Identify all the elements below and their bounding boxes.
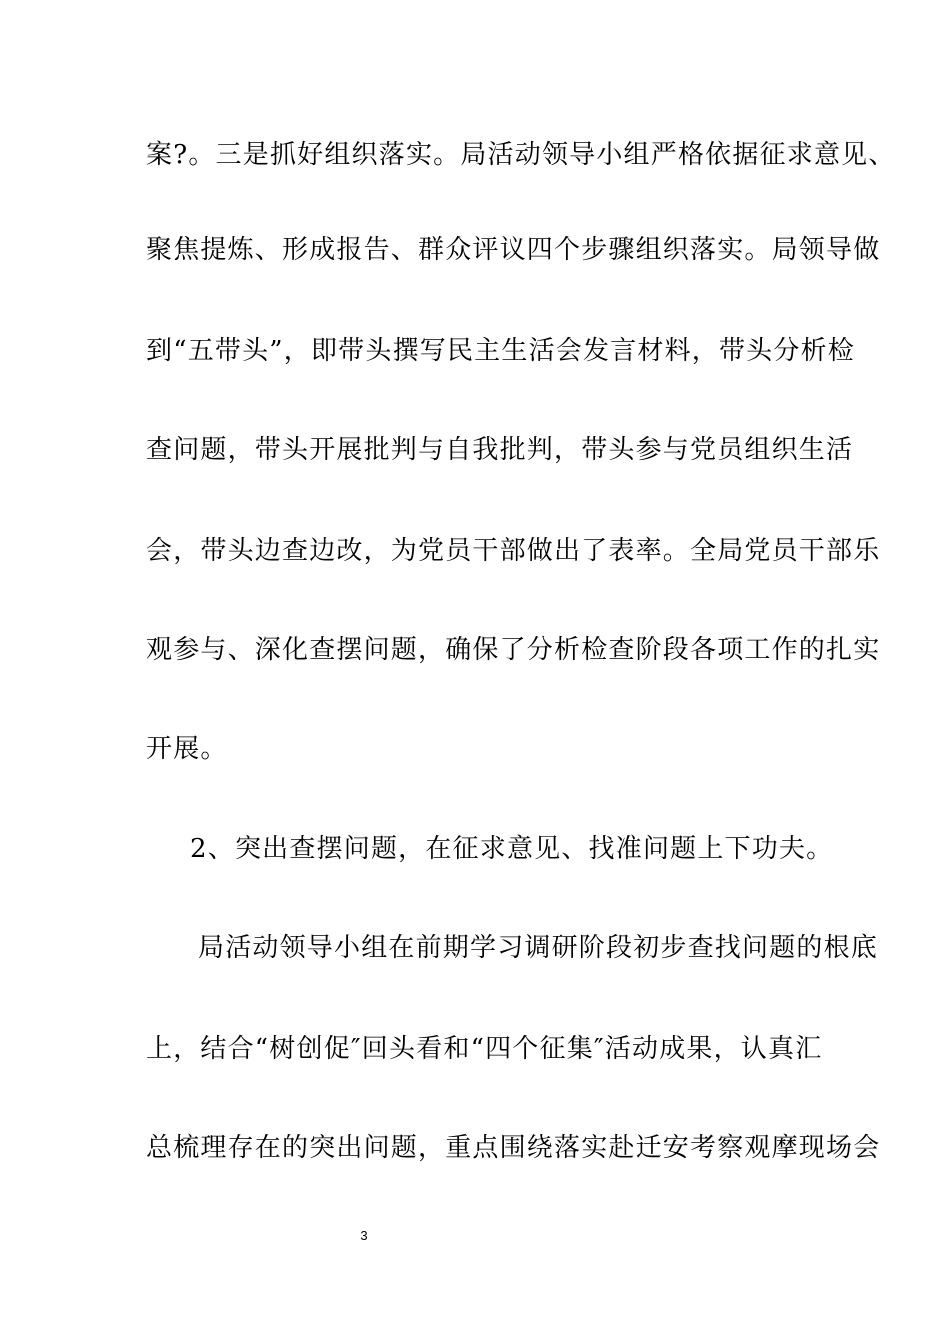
text-line-3: 到“五带头”，即带头撰写民主生活会发言材料，带头分析检 — [146, 336, 855, 366]
text-line-7: 开展。 — [146, 734, 228, 764]
text-line-6: 观参与、深化查摆问题，确保了分析检查阶段各项工作的扎实 — [146, 635, 881, 665]
text-line-5: 会，带头边查边改，为党员干部做出了表率。全局党员干部乐 — [146, 536, 881, 566]
text-line-9: 局活动领导小组在前期学习调研阶段初步查找问题的根底 — [198, 933, 879, 963]
text-line-1: 案?。三是抓好组织落实。局活动领导小组严格依据征求意见、 — [146, 140, 896, 170]
section-heading: 2、突出查摆问题，在征求意见、找准问题上下功夫。 — [190, 834, 834, 864]
text-line-4: 查问题，带头开展批判与自我批判，带头参与党员组织生活 — [146, 435, 854, 465]
text-line-2: 聚焦提炼、形成报告、群众评议四个步骤组织落实。局领导做 — [146, 235, 881, 265]
text-line-11: 总梳理存在的突出问题，重点围绕落实赴迁安考察观摩现场会 — [146, 1133, 881, 1163]
text-line-10: 上，结合“树创促″回头看和“四个征集″活动成果，认真汇 — [146, 1034, 823, 1064]
page-number: 3 — [360, 1228, 368, 1243]
